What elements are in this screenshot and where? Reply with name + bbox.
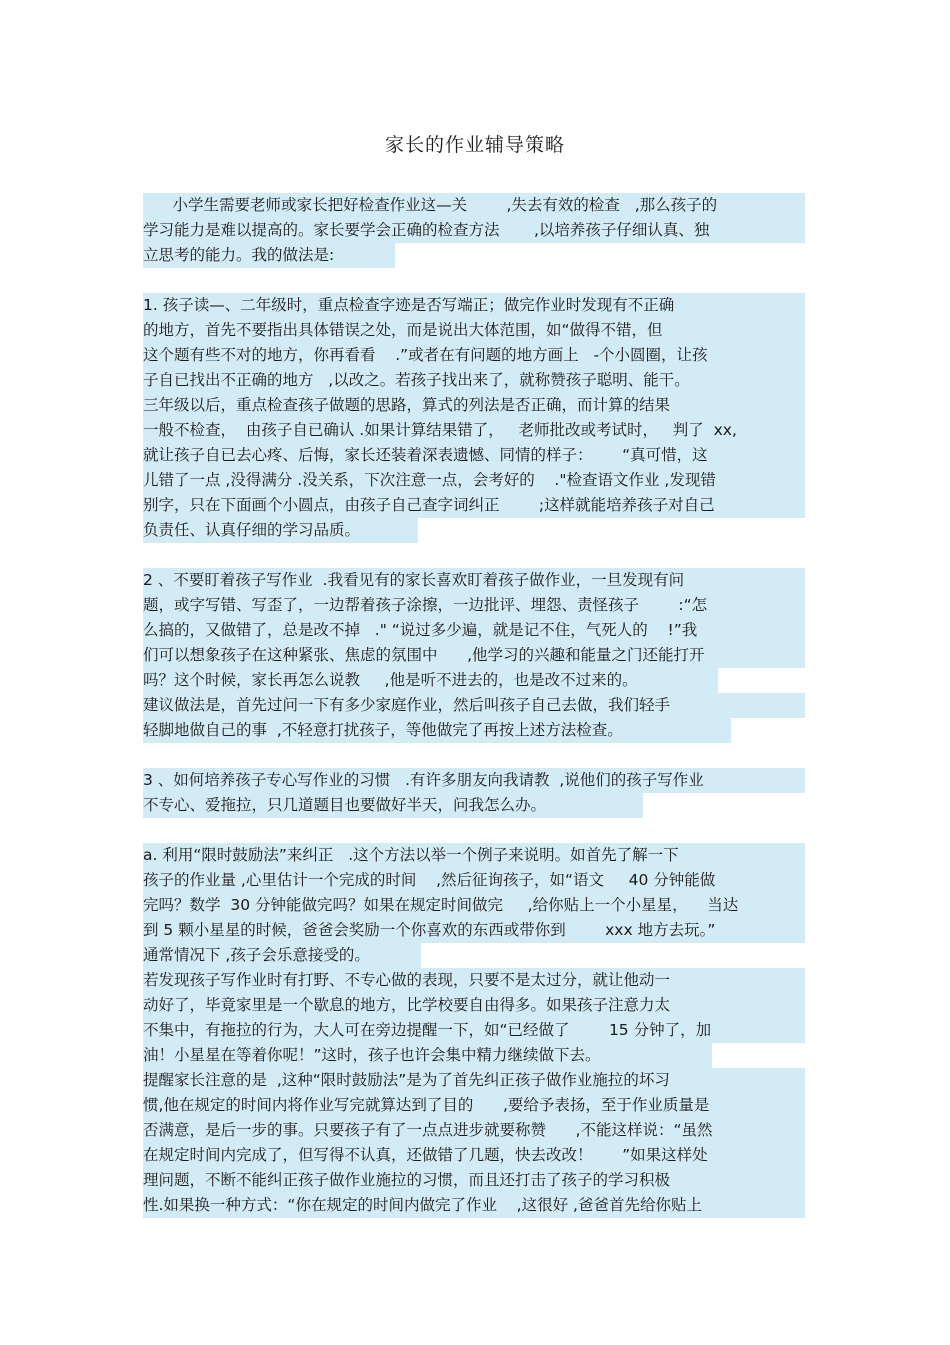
text-line: 就让孩子自已去心疼、后悔，家长还装着深表遗憾、同情的样子： “真可惜，这	[143, 443, 805, 468]
text-line: 小学生需要老师或家长把好检查作业这—关 ,失去有效的检查 ,那么孩子的	[143, 193, 805, 218]
text-line: 在规定时间内完成了，但写得不认真，还做错了几题，快去改改！ ”如果这样处	[143, 1143, 805, 1168]
text-line: 立思考的能力。我的做法是:	[143, 243, 395, 268]
text-line: 们可以想象孩子在这种紧张、焦虑的氛围中 ,他学习的兴趣和能量之门还能打开	[143, 643, 805, 668]
text-line: a. 利用“限时鼓励法”来纠正 .这个方法以举一个例子来说明。如首先了解一下	[143, 843, 805, 868]
text-line: 题，或字写错、写歪了，一边帮着孩子涂擦，一边批评、埋怨、责怪孩子 :“怎	[143, 593, 805, 618]
document-title: 家长的作业辅导策略	[384, 134, 565, 156]
text-line: 子自已找出不正确的地方 ,以改之。若孩子找出来了，就称赞孩子聪明、能干。	[143, 368, 805, 393]
text-line: 油！小星星在等着你呢！”这时，孩子也许会集中精力继续做下去。	[143, 1043, 712, 1068]
text-line: 建议做法是，首先过问一下有多少家庭作业，然后叫孩子自己去做，我们轻手	[143, 693, 805, 718]
text-line: 这个题有些不对的地方，你再看看 .”或者在有问题的地方画上 -个小圆圈，让孩	[143, 343, 805, 368]
text-line: 完吗？数学 30 分钟能做完吗？如果在规定时间做完 ,给你贴上一个小星星， 当达	[143, 893, 805, 918]
text-line: 别字，只在下面画个小圆点，由孩子自己查字词纠正 ;这样就能培养孩子对自己	[143, 493, 805, 518]
text-line: 的地方，首先不要指出具体错误之处，而是说出大体范围，如“做得不错，但	[143, 318, 805, 343]
text-line: 提醒家长注意的是 ,这种“限时鼓励法”是为了首先纠正孩子做作业施拉的坏习	[143, 1068, 805, 1093]
text-line: 1. 孩子读—、二年级时，重点检查字迹是否写端正；做完作业时发现有不正确	[143, 293, 805, 318]
text-line: 一般不检查， 由孩子自已确认 .如果计算结果错了， 老师批改或考试时， 判了 xx,	[143, 418, 805, 443]
text-line: 三年级以后，重点检查孩子做题的思路，算式的列法是否正确，而计算的结果	[143, 393, 805, 418]
text-line: 否满意，是后一步的事。只要孩子有了一点点进步就要称赞 ,不能这样说：“虽然	[143, 1118, 805, 1143]
text-line: 若发现孩子写作业时有打野、不专心做的表现，只要不是太过分，就让他动一	[143, 968, 805, 993]
text-line: 学习能力是难以提高的。家长要学会正确的检查方法 ,以培养孩子仔细认真、独	[143, 218, 805, 243]
text-line: 到 5 颗小星星的时候，爸爸会奖励一个你喜欢的东西或带你到 xxx 地方去玩。”	[143, 918, 805, 943]
text-line: 儿错了一点 ,没得满分 .没关系，下次注意一点，会考好的 ."检查语文作业 ,发现错	[143, 468, 805, 493]
text-line: 动好了，毕竟家里是一个歇息的地方，比学校要自由得多。如果孩子注意力太	[143, 993, 805, 1018]
text-line: 不专心、爱拖拉，只几道题目也要做好半天，问我怎么办。	[143, 793, 643, 818]
text-line: 性.如果换一种方式：“你在规定的时间内做完了作业 ,这很好 ,爸爸首先给你贴上	[143, 1193, 805, 1218]
text-line: 吗？这个时候，家长再怎么说教 ,他是听不进去的，也是改不过来的。	[143, 668, 718, 693]
text-line: 孩子的作业量 ,心里估计一个完成的时间 ,然后征询孩子，如“语文 40 分钟能做	[143, 868, 805, 893]
text-line: 理问题，不断不能纠正孩子做作业施拉的习惯，而且还打击了孩子的学习积极	[143, 1168, 805, 1193]
text-line: 3 、如何培养孩子专心写作业的习惯 .有许多朋友向我请教 ,说他们的孩子写作业	[143, 768, 805, 793]
text-line: 惯,他在规定的时间内将作业写完就算达到了目的 ,要给予表扬，至于作业质量是	[143, 1093, 805, 1118]
text-line: 通常情况下 ,孩子会乐意接受的。	[143, 943, 421, 968]
text-line: 负责任、认真仔细的学习品质。	[143, 518, 418, 543]
text-line: 2 、不要盯着孩子写作业 .我看见有的家长喜欢盯着孩子做作业，一旦发现有问	[143, 568, 805, 593]
text-line: 不集中，有拖拉的行为，大人可在旁边提醒一下，如“已经做了 15 分钟了，加	[143, 1018, 805, 1043]
text-line: 轻脚地做自己的事 ,不轻意打扰孩子，等他做完了再按上述方法检查。	[143, 718, 731, 743]
text-line: 么搞的，又做错了，总是改不掉 ." “说过多少遍，就是记不住，气死人的 !”我	[143, 618, 805, 643]
